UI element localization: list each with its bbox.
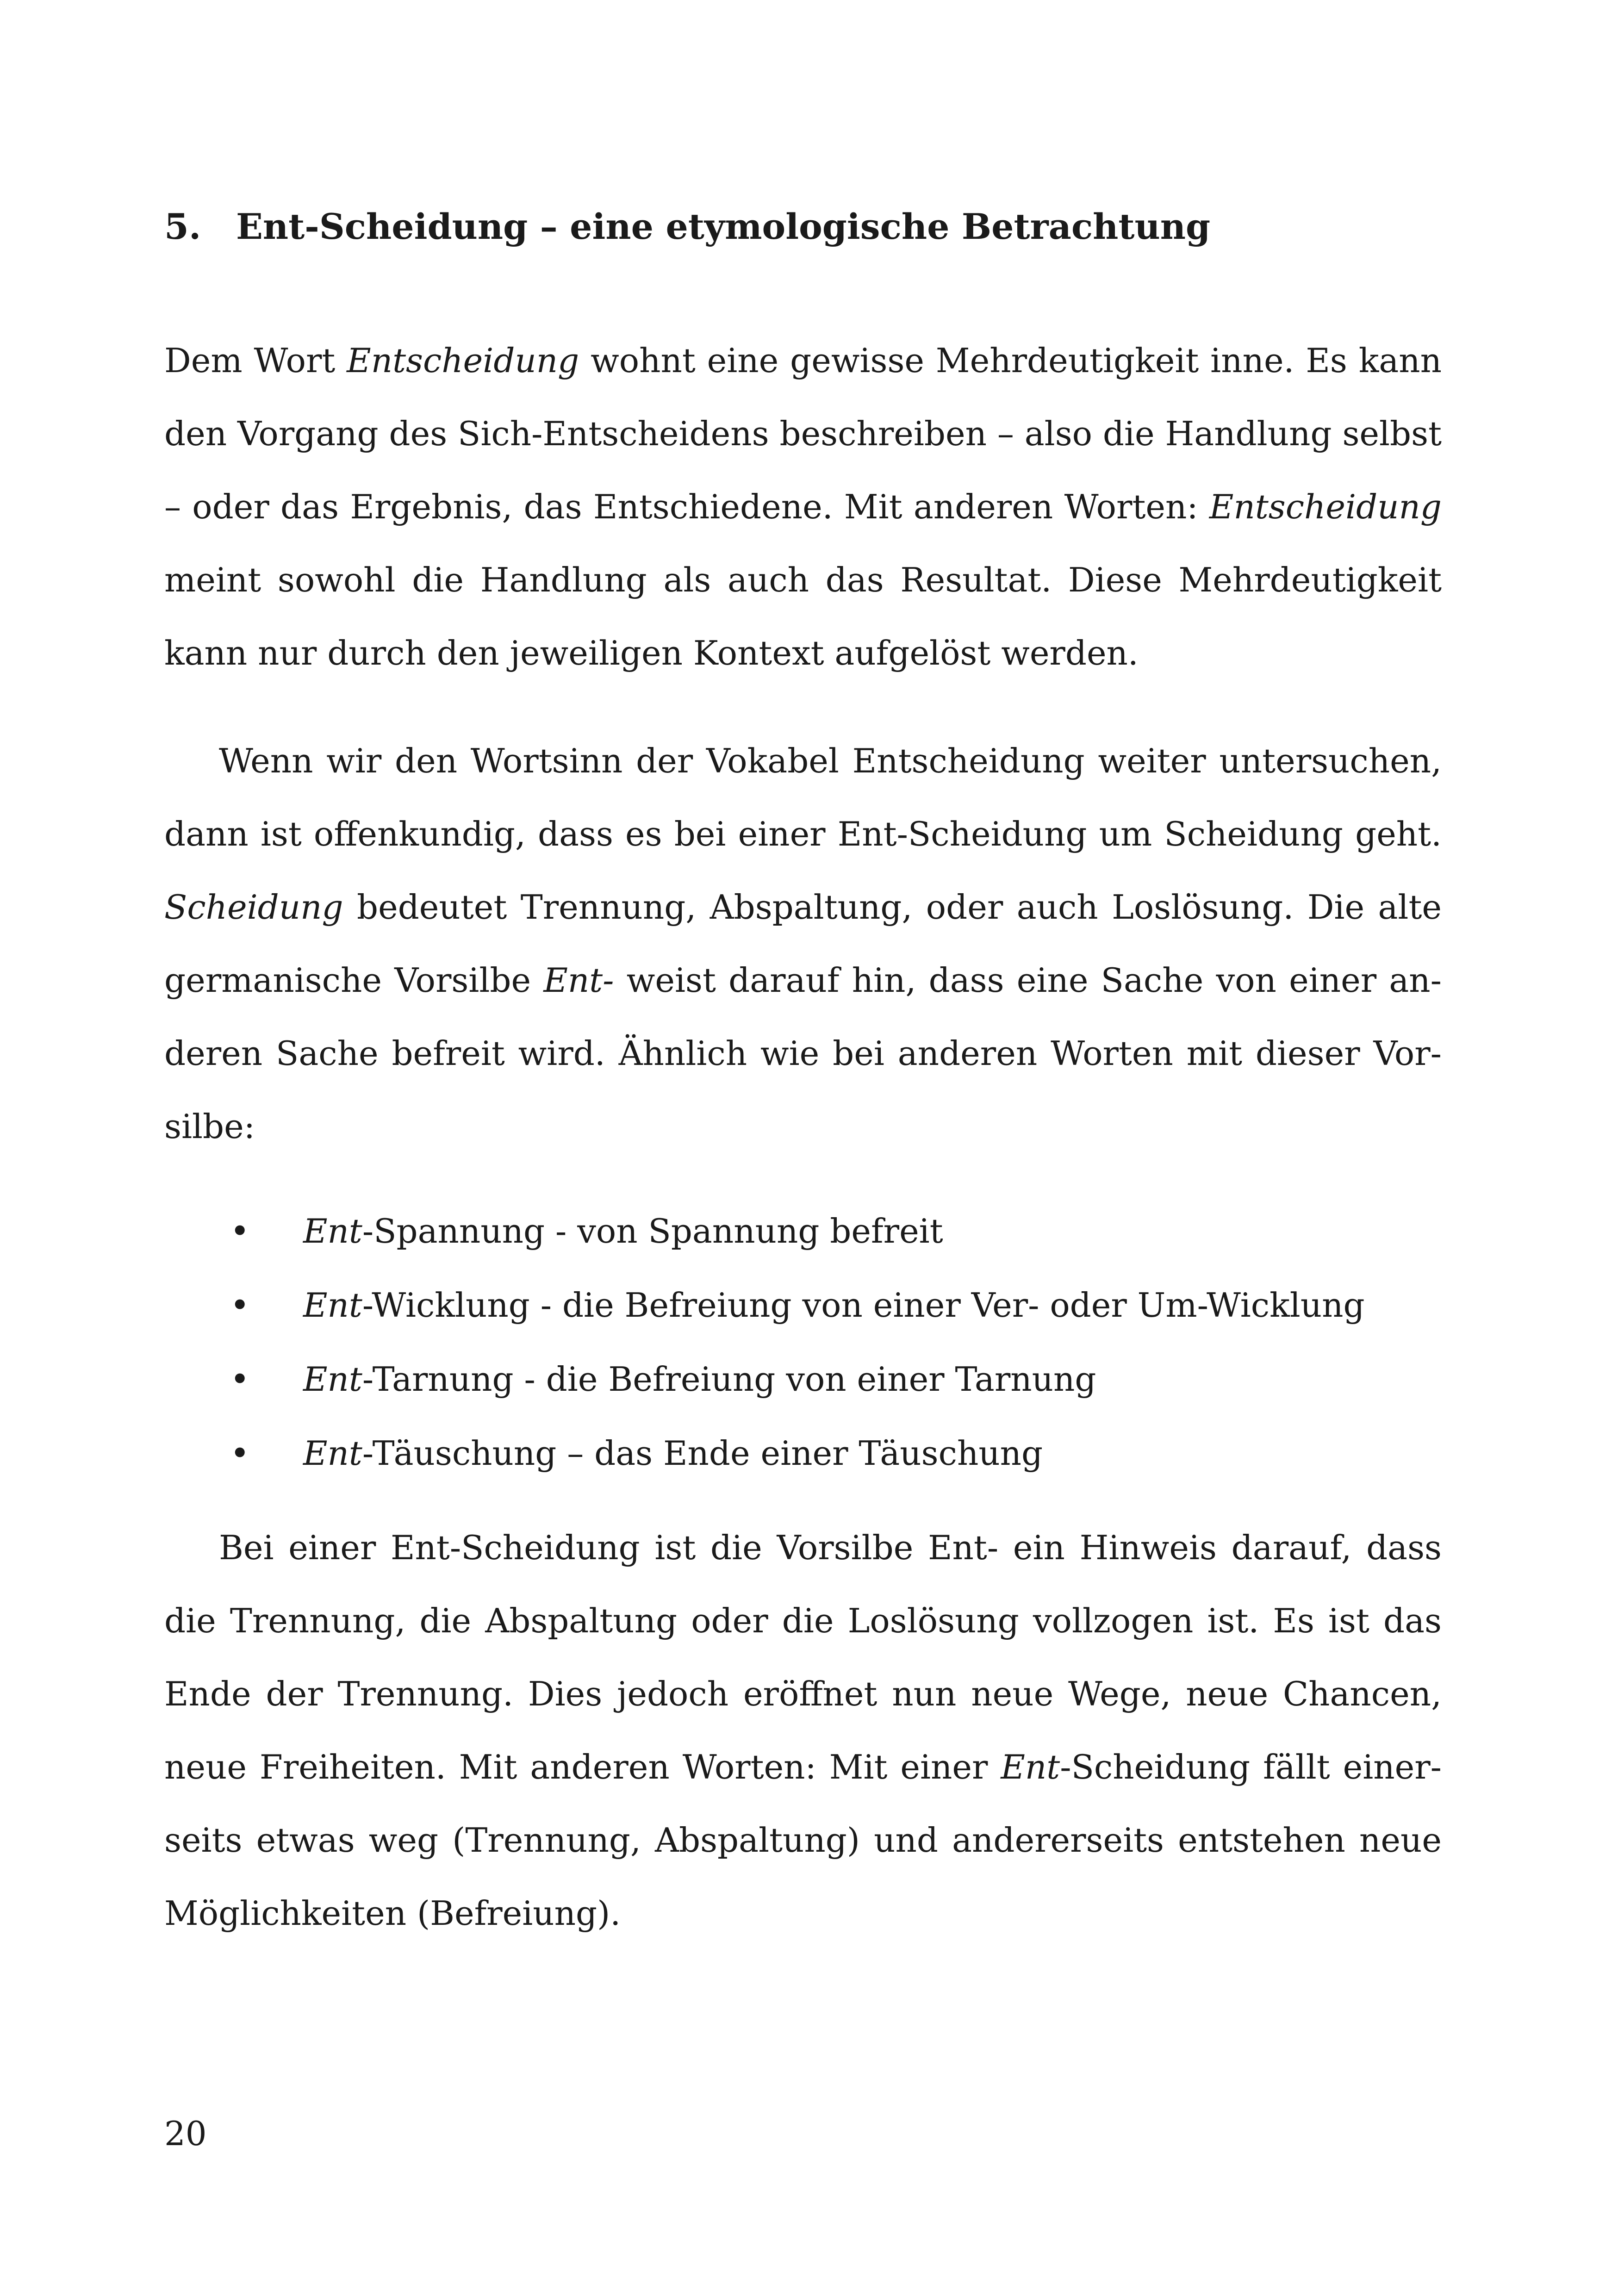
emphasis-text: Ent [303,1212,362,1251]
paragraph-line [164,1730,1442,1804]
emphasis-text: Ent [303,1286,362,1325]
list-item [164,1416,1442,1490]
bullet-icon: • [230,1212,250,1251]
paragraph-line: seits etwas weg (Trennung, Abspaltung) und andererseits entstehen neue [164,1821,1442,1860]
list-item-text: -Spannung - von Spannung befreit [362,1212,943,1251]
paragraph-line [164,871,1442,944]
section-title: Ent-Scheidung – eine etymologische Betrachtung [236,206,1211,247]
paragraph-2 [164,724,1442,1163]
bullet-icon: • [230,1434,250,1473]
paragraph-1 [164,324,1442,690]
paragraph-line [164,324,1442,397]
text-run: -Scheidung fällt einer- [1060,1748,1442,1786]
text-run: bedeutet Trennung, Abspaltung, oder auch Loslösung. Die alte [343,888,1442,927]
list-item [164,1342,1442,1416]
paragraph-line: Ende der Trennung. Dies jedoch eröffnet nun neue Wege, neue Chancen, [164,1674,1442,1713]
list-item [164,1268,1442,1342]
emphasis-text: Ent [303,1360,362,1399]
list-item [164,1194,1442,1268]
list-item-text: -Täuschung – das Ende einer Täuschung [362,1434,1043,1473]
paragraph-line [164,1511,1442,1584]
bullet-list [164,1194,1442,1490]
paragraph-line: silbe: [164,1107,255,1146]
bullet-icon: • [230,1360,250,1399]
emphasis-text: Entscheidung [1209,487,1442,526]
paragraph-line: den Vorgang des Sich-Entscheidens beschreiben – also die Handlung selbst [164,414,1442,453]
text-run: Wenn wir den Wortsinn der Vokabel Entscheidung weiter untersuchen, [219,741,1442,780]
emphasis-text: Scheidung [164,888,343,927]
list-item-text: -Tarnung - die Befreiung von einer Tarnung [362,1360,1096,1399]
page-number: 20 [164,2114,207,2153]
list-item-text: -Wicklung - die Befreiung von einer Ver- oder Um-Wicklung [362,1286,1365,1325]
text-run: Bei einer Ent-Scheidung ist die Vorsilbe Ent- ein Hinweis darauf, dass [219,1528,1442,1567]
section-number: 5. [164,206,201,247]
paragraph-line [164,470,1442,543]
text-run: weist darauf hin, dass eine Sache von einer an- [614,961,1442,1000]
paragraph-line: dann ist offenkundig, dass es bei einer Ent-Scheidung um Scheidung geht. [164,815,1442,853]
emphasis-text: Entscheidung [347,341,579,380]
emphasis-text: Ent [1001,1748,1060,1786]
emphasis-text: Ent [303,1434,362,1473]
bullet-icon: • [230,1286,250,1325]
paragraph-line: Möglichkeiten (Befreiung). [164,1894,621,1933]
emphasis-text: Ent- [543,961,614,1000]
paragraph-line [164,944,1442,1017]
paragraph-line: meint sowohl die Handlung als auch das Resultat. Diese Mehrdeutigkeit [164,560,1442,599]
section-heading [164,197,1456,257]
text-run: neue Freiheiten. Mit anderen Worten: Mit einer [164,1748,1001,1786]
paragraph-line: deren Sache befreit wird. Ähnlich wie bei anderen Worten mit dieser Vor- [164,1034,1442,1073]
text-run: wohnt eine gewisse Mehrdeutigkeit inne. Es kann [579,341,1442,380]
paragraph-3 [164,1511,1442,1950]
paragraph-line: die Trennung, die Abspaltung oder die Loslösung vollzogen ist. Es ist das [164,1601,1442,1640]
paragraph-line: kann nur durch den jeweiligen Kontext aufgelöst werden. [164,634,1139,672]
text-run: – oder das Ergebnis, das Entschiedene. Mit anderen Worten: [164,487,1209,526]
text-run: Dem Wort [164,341,347,380]
paragraph-line [164,724,1442,797]
text-run: germanische Vorsilbe [164,961,544,1000]
